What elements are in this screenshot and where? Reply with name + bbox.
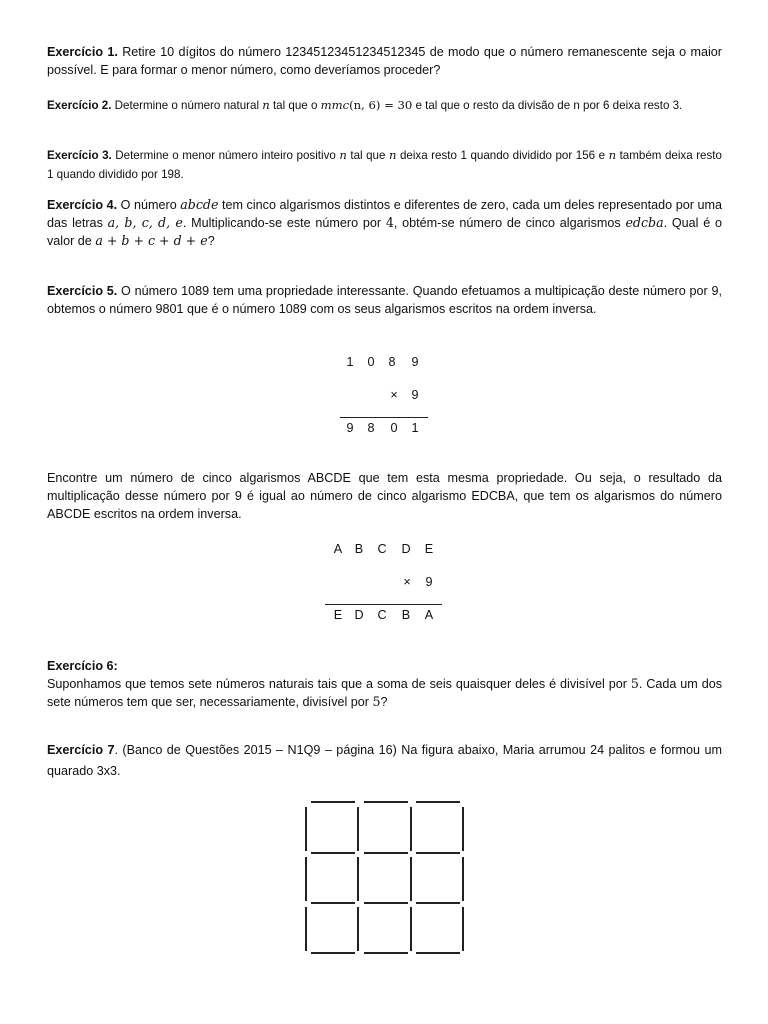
exercise-4-title: Exercício 4. bbox=[47, 198, 118, 212]
exercise-2-text-2: tal que o bbox=[269, 99, 321, 112]
matchstick-vertical bbox=[305, 807, 307, 851]
exercise-3-math-n2: n bbox=[388, 148, 397, 162]
matchstick-horizontal bbox=[311, 902, 355, 904]
exercise-5-title: Exercício 5. bbox=[47, 284, 118, 298]
op2-times-sign: × bbox=[403, 575, 411, 589]
exercise-3-text-2: tal que bbox=[346, 149, 389, 162]
op2-letter: D bbox=[401, 542, 411, 556]
exercise-4-text-4: , obtém-se número de cinco algarismos bbox=[393, 216, 626, 230]
matchstick-vertical bbox=[410, 857, 412, 901]
matchstick-vertical bbox=[410, 807, 412, 851]
exercise-3-text-4: também deixa resto 1 quando dividido por 198. bbox=[47, 149, 722, 181]
exercise-4-math-edcba: edcba bbox=[625, 215, 664, 230]
matchstick-horizontal bbox=[364, 952, 408, 954]
op1-digit: 1 bbox=[346, 355, 354, 369]
op1-result-digit: 8 bbox=[367, 421, 375, 435]
exercise-3-title: Exercício 3. bbox=[47, 149, 112, 162]
exercise-4-text-3: . Multiplicando-se este número por bbox=[182, 216, 386, 230]
exercise-5-text: O número 1089 tem uma propriedade interessante. Quando efetuamos a multipicação deste número por 9, obtemos o número 9801 que é o número 1089 com os seus algarismos escritos na ordem inversa. bbox=[47, 284, 722, 316]
exercise-3-text-1: Determine o menor número inteiro positivo bbox=[111, 149, 340, 162]
matchstick-horizontal bbox=[364, 902, 408, 904]
exercise-6-math-5b: 5 bbox=[372, 694, 381, 709]
op2-letter: A bbox=[333, 542, 343, 556]
op2-result-letter: C bbox=[377, 608, 387, 622]
matchstick-horizontal bbox=[364, 852, 408, 854]
exercise-7-title: Exercício 7 bbox=[47, 743, 115, 757]
op2-letter: B bbox=[354, 542, 364, 556]
exercise-1-title: Exercício 1. bbox=[47, 45, 118, 59]
exercise-4-text-2: tem cinco algarismos distintos e diferentes de zero, cada um deles representado por uma das letras bbox=[47, 198, 722, 230]
matchstick-vertical bbox=[357, 907, 359, 951]
op1-digit: 8 bbox=[388, 355, 396, 369]
exercise-5-text-2-content: Encontre um número de cinco algarismos ABCDE que tem esta mesma propriedade. Ou seja, o resultado da multiplicação desse número por 9 é igual ao número de cinco algarismo EDCBA, que tem os algarismos do número ABCDE escritos na ordem inversa. bbox=[47, 471, 722, 521]
exercise-3-text-3: deixa resto 1 quando dividido por 156 e bbox=[396, 149, 609, 162]
exercise-4-text-1: O número bbox=[117, 198, 181, 212]
exercise-3-math-n1: n bbox=[339, 148, 347, 162]
exercise-2-title: Exercício 2. bbox=[47, 99, 112, 112]
op2-letter: C bbox=[377, 542, 387, 556]
matchstick-vertical bbox=[462, 807, 464, 851]
matchstick-horizontal bbox=[416, 801, 460, 803]
op1-digit: 9 bbox=[411, 355, 419, 369]
exercise-4-math-4: 4 bbox=[385, 215, 394, 230]
matchstick-vertical bbox=[410, 907, 412, 951]
op1-times-sign: × bbox=[390, 388, 398, 402]
matchstick-horizontal bbox=[416, 902, 460, 904]
op2-result-letter: D bbox=[354, 608, 364, 622]
matchstick-horizontal bbox=[311, 852, 355, 854]
exercise-2-text-3: e tal que o resto da divisão de n por 6 deixa resto 3. bbox=[412, 99, 683, 112]
exercise-6-title: Exercício 6: bbox=[47, 659, 118, 673]
matchstick-horizontal bbox=[416, 852, 460, 854]
exercise-2-math-mmc: mmc bbox=[320, 98, 350, 112]
matchstick-vertical bbox=[462, 907, 464, 951]
exercise-4-text-6: ? bbox=[207, 234, 215, 248]
op1-result-digit: 0 bbox=[390, 421, 398, 435]
exercise-4-math-letters: a, b, c, d, e bbox=[107, 215, 183, 230]
op2-multiplier: 9 bbox=[425, 575, 433, 589]
matchstick-vertical bbox=[462, 857, 464, 901]
matchstick-horizontal bbox=[311, 952, 355, 954]
op1-digit: 0 bbox=[367, 355, 375, 369]
exercise-3-math-n3: n bbox=[608, 148, 617, 162]
matchstick-vertical bbox=[305, 907, 307, 951]
op1-result-digit: 1 bbox=[411, 421, 419, 435]
op2-result-letter: B bbox=[401, 608, 411, 622]
op1-multiplier: 9 bbox=[411, 388, 419, 402]
matchstick-horizontal bbox=[311, 801, 355, 803]
op2-result-letter: A bbox=[424, 608, 434, 622]
op1-result-digit: 9 bbox=[346, 421, 354, 435]
op2-result-letter: E bbox=[333, 608, 343, 622]
exercise-7-text: . (Banco de Questões 2015 – N1Q9 – página 16) Na figura abaixo, Maria arrumou 24 palitos e formou um quarado 3x3. bbox=[47, 743, 722, 778]
exercise-4-text-5: . Qual é o valor de bbox=[47, 216, 722, 248]
exercise-6-math-5a: 5 bbox=[630, 676, 639, 691]
exercise-4-math-abcde: abcde bbox=[180, 197, 219, 212]
exercise-2-math-n: n bbox=[262, 98, 270, 112]
exercise-1-text: Retire 10 dígitos do número 12345123451234512345 de modo que o número remanescente seja o maior possível. E para formar o menor número, como deveríamos proceder? bbox=[47, 45, 722, 77]
matchstick-vertical bbox=[305, 857, 307, 901]
matchstick-horizontal bbox=[364, 801, 408, 803]
exercise-2-math-args: (n, 6) = 30 bbox=[349, 98, 413, 112]
matchstick-vertical bbox=[357, 807, 359, 851]
exercise-2-text-1: Determine o número natural bbox=[111, 99, 263, 112]
op2-letter: E bbox=[424, 542, 434, 556]
exercise-4-math-sum: a + b + c + d + e bbox=[95, 233, 208, 248]
exercise-6-text-3: ? bbox=[380, 695, 388, 709]
matchstick-vertical bbox=[357, 857, 359, 901]
exercise-6-text-1: Suponhamos que temos sete números naturais tais que a soma de seis quaisquer deles é divisível por bbox=[47, 677, 631, 691]
exercise-6-text-2: . Cada um dos sete números tem que ser, necessariamente, divisível por bbox=[47, 677, 722, 709]
matchstick-horizontal bbox=[416, 952, 460, 954]
